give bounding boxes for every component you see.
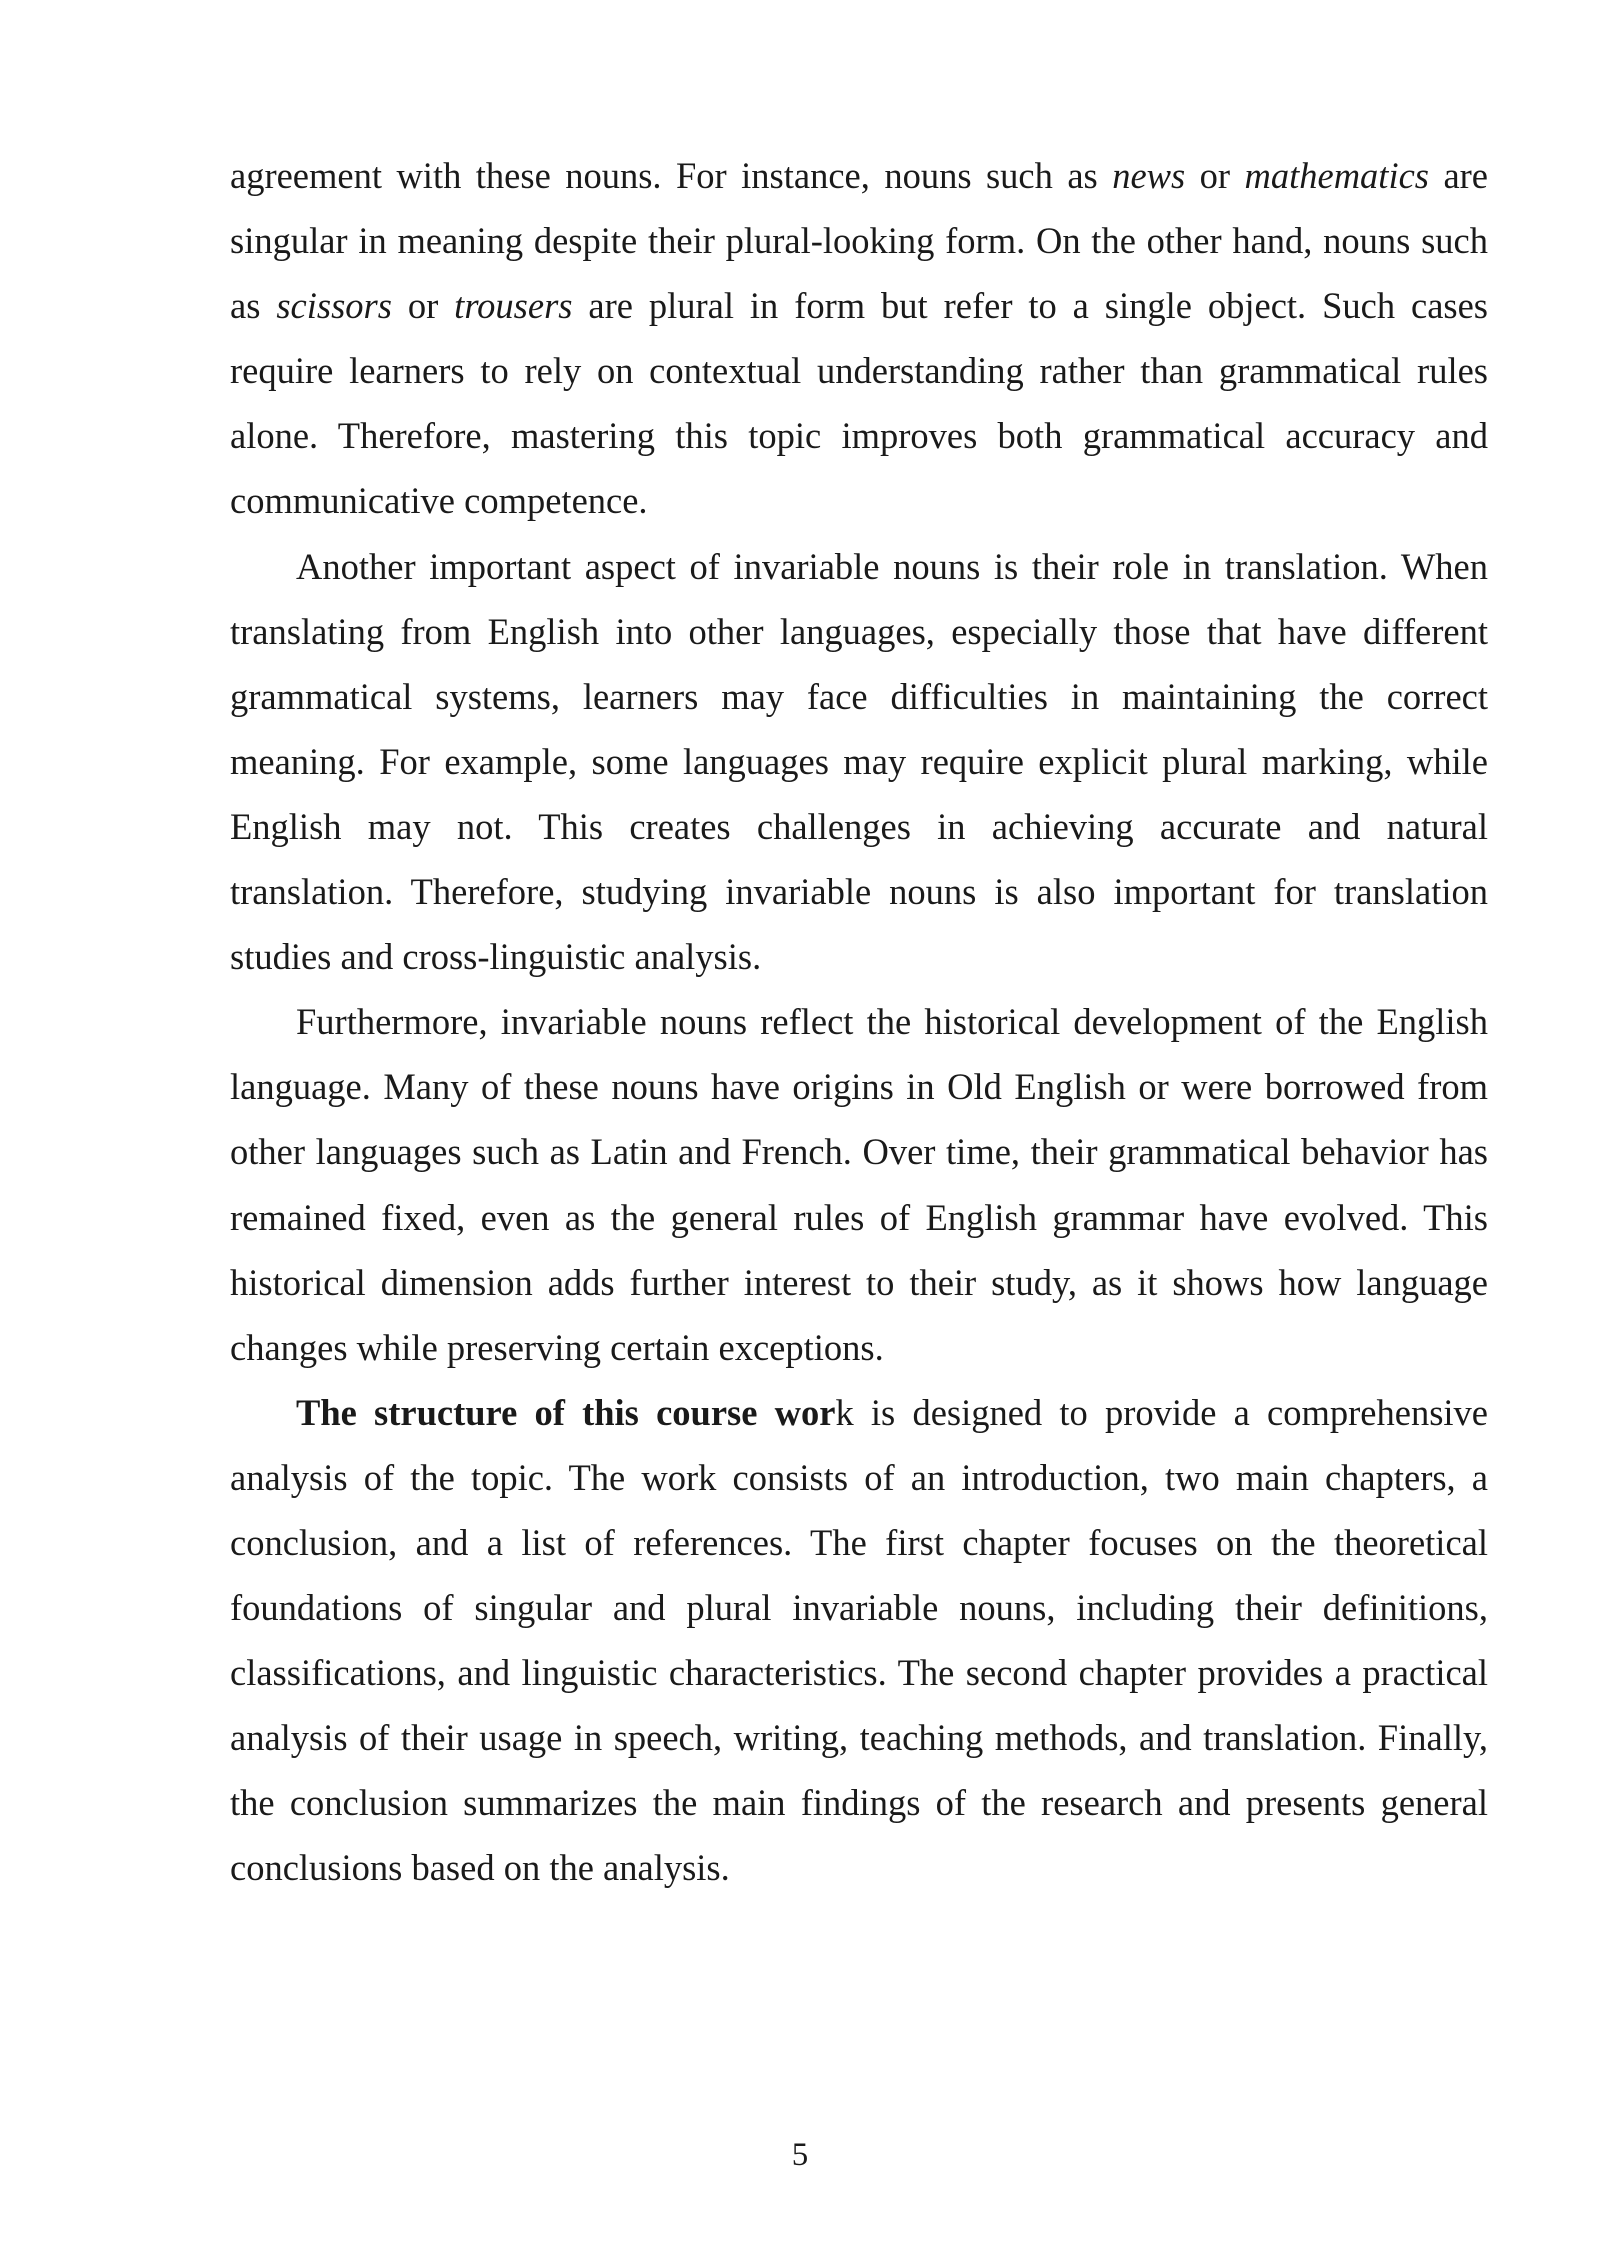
page-number: 5 bbox=[791, 2137, 809, 2173]
paragraph-2 bbox=[230, 534, 1488, 990]
text-run: or bbox=[391, 285, 455, 327]
text-run: Another important aspect of invariable nouns is their role in translation. When translating from English into other languages, especially those that have different grammatical systems, learners may face difficulties in maintaining the correct meaning. For example, some languages may require explicit plural marking, while English may not. This creates challenges in achieving accurate and natural translation. Therefore, studying invariable nouns is also important for translation studies and cross-linguistic analysis. bbox=[230, 545, 1488, 978]
text-run: agreement with these nouns. For instance, nouns such as bbox=[230, 155, 1113, 196]
paragraph-3 bbox=[230, 989, 1488, 1380]
text-run: are singular in meaning despite their plural-looking form. On the other hand, nouns such as bbox=[230, 155, 1489, 327]
italic-term-news: news bbox=[1112, 155, 1186, 196]
text-run: are plural in form but refer to a single object. Such cases require learners to rely on contextual understanding rather than grammatical rules alone. Therefore, mastering this topic improves both grammatical accuracy and communicative competence. bbox=[230, 285, 1489, 522]
italic-term-mathematics: mathematics bbox=[1244, 155, 1429, 196]
text-run: or bbox=[1185, 155, 1245, 196]
paragraph-1 bbox=[230, 143, 1488, 534]
bold-heading-run: The structure of this course wor bbox=[296, 1391, 836, 1433]
italic-term-trousers: trousers bbox=[454, 285, 573, 327]
text-run: k is designed to provide a comprehensive analysis of the topic. The work consists of an introduction, two main chapters, a conclusion, and a list of references. The first chapter focuses on the theoretical foundations of singular and plural invariable nouns, including their definitions, classifications, and linguistic characteristics. The second chapter provides a practical analysis of their usage in speech, writing, teaching methods, and translation. Finally, the conclusion summarizes the main findings of the research and presents general conclusions based on the analysis. bbox=[230, 1391, 1488, 1889]
text-run: Furthermore, invariable nouns reflect the historical development of the English language. Many of these nouns have origins in Old English or were borrowed from other languages such as Latin and French. Over time, their grammatical behavior has remained fixed, even as the general rules of English grammar have evolved. This historical dimension adds further interest to their study, as it shows how language changes while preserving certain exceptions. bbox=[230, 1001, 1488, 1368]
body-text bbox=[230, 143, 1488, 1901]
paragraph-4 bbox=[230, 1380, 1488, 1901]
italic-term-scissors: scissors bbox=[276, 285, 392, 327]
